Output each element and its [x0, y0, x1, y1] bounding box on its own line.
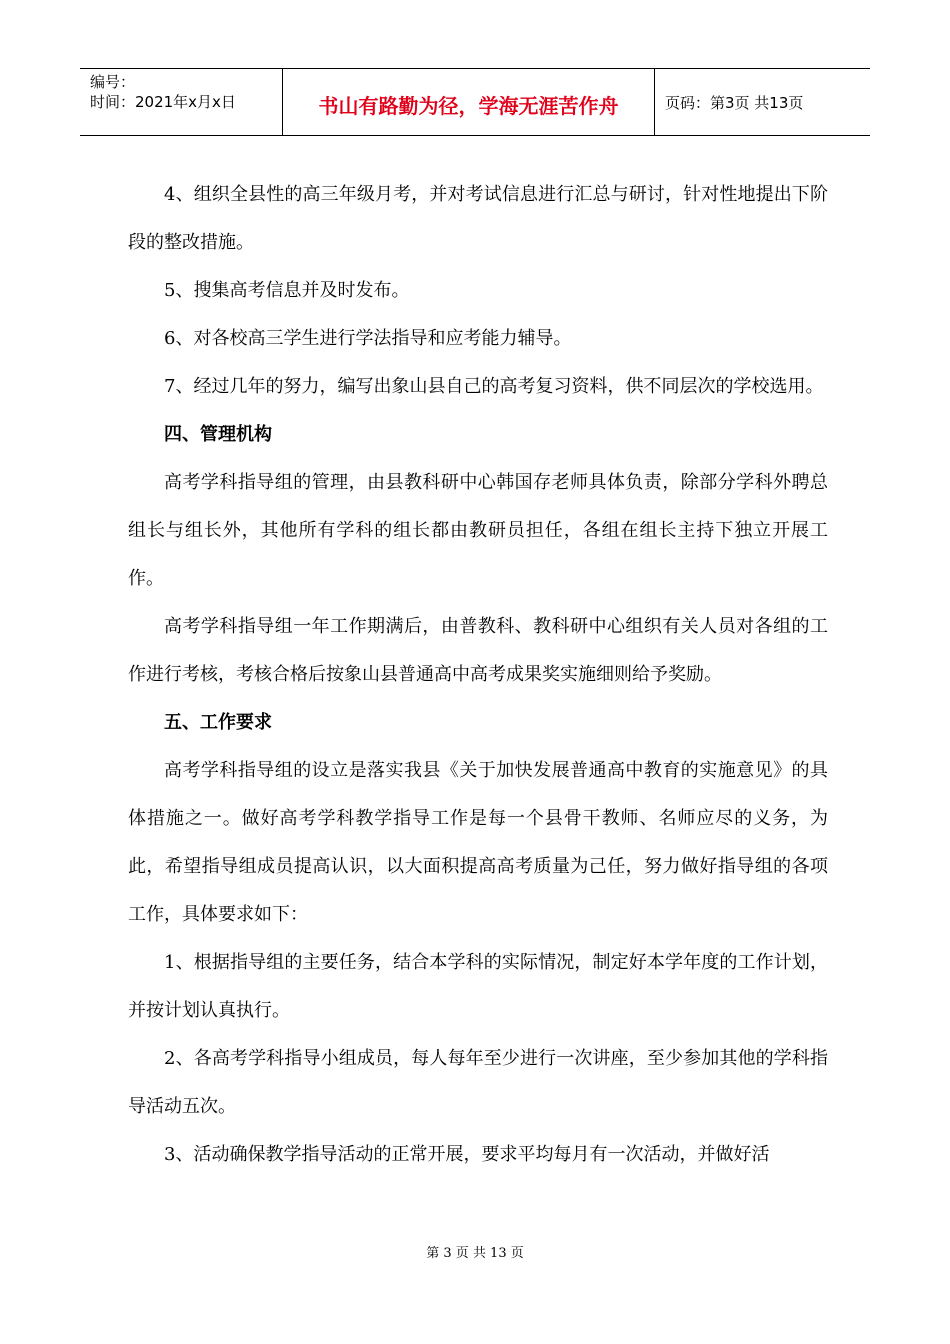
section-heading-management: 四、管理机构 [164, 424, 272, 445]
paragraph-item-7: 7、经过几年的努力，编写出象山县自己的高考复习资料，供不同层次的学校选用。 [164, 376, 824, 397]
paragraph-requirement-3: 3、活动确保教学指导活动的正常开展，要求平均每月有一次活动，并做好活 [164, 1144, 770, 1165]
paragraph-item-4: 4、组织全县性的高三年级月考，并对考试信息进行汇总与研讨，针对性地提出下阶段的整改措施。 [128, 184, 828, 253]
paragraph-management-1: 高考学科指导组的管理，由县教科研中心韩国存老师具体负责，除部分学科外聘总组长与组长外，其他所有学科的组长都由教研员担任，各组在组长主持下独立开展工作。 [128, 472, 828, 589]
header-page-info: 页码：第3页 共13页 [665, 93, 804, 112]
document-body [128, 171, 828, 1179]
section-heading-requirements: 五、工作要求 [164, 712, 272, 733]
paragraph-requirements-intro: 高考学科指导组的设立是落实我县《关于加快发展普通高中教育的实施意见》的具体措施之一。做好高考学科教学指导工作是每一个县骨干教师、名师应尽的义务，为此，希望指导组成员提高认识，以大面积提高高考质量为己任，努力做好指导组的各项工作，具体要求如下： [128, 760, 828, 925]
paragraph-management-2: 高考学科指导组一年工作期满后，由普教科、教科研中心组织有关人员对各组的工作进行考核，考核合格后按象山县普通高中高考成果奖实施细则给予奖励。 [128, 616, 828, 685]
code-label: 编号： [90, 73, 136, 91]
paragraph-requirement-2: 2、各高考学科指导小组成员，每人每年至少进行一次讲座，至少参加其他的学科指导活动五次。 [128, 1048, 828, 1117]
header-meta [80, 69, 283, 135]
page-header [80, 68, 870, 136]
paragraph-item-6: 6、对各校高三学生进行学法指导和应考能力辅导。 [164, 328, 572, 349]
paragraph-item-5: 5、搜集高考信息并及时发布。 [164, 280, 410, 301]
page-footer: 第 3 页 共 13 页 [426, 1246, 524, 1261]
time-label: 时间：2021年x月x日 [90, 93, 236, 111]
paragraph-requirement-1: 1、根据指导组的主要任务，结合本学科的实际情况，制定好本学年度的工作计划，并按计划认真执行。 [128, 952, 828, 1021]
header-motto: 书山有路勤为径，学海无涯苦作舟 [283, 69, 655, 135]
